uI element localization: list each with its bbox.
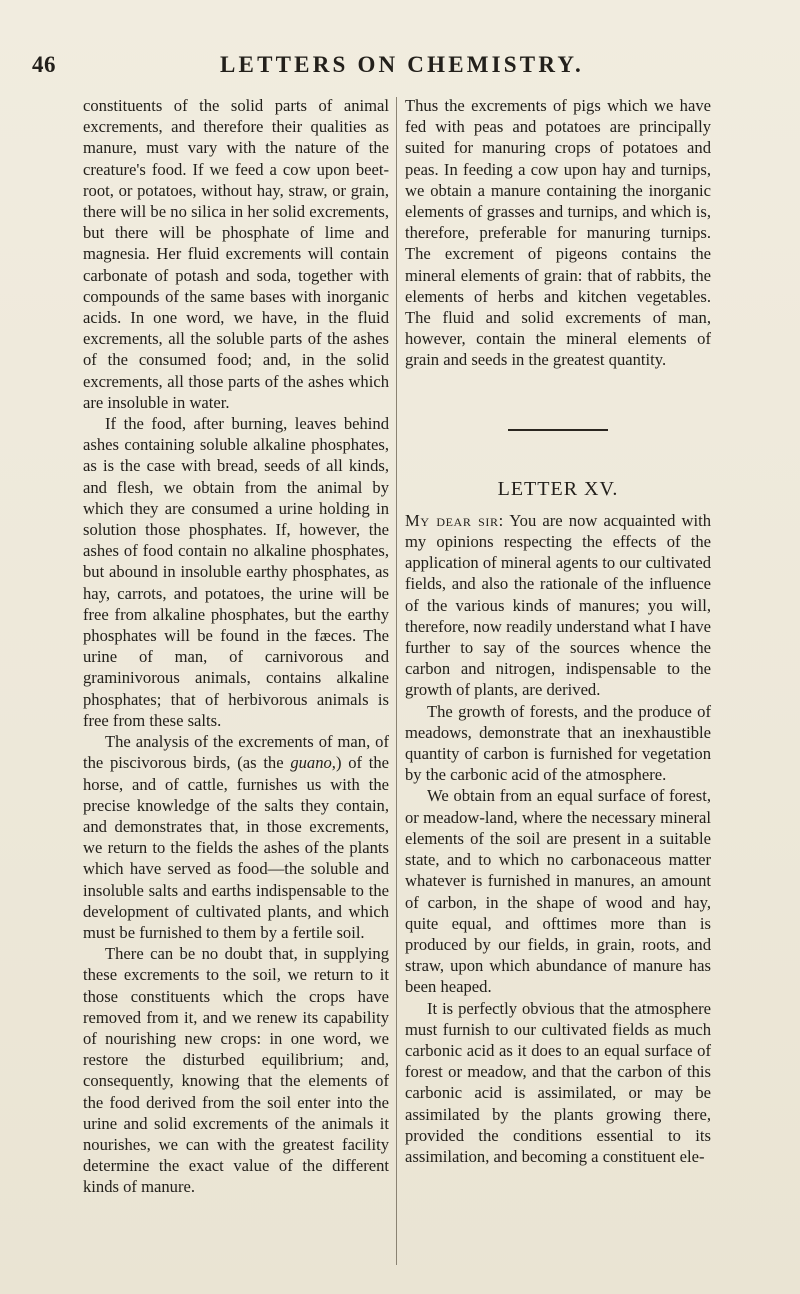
paragraph xyxy=(83,731,389,943)
letter-heading: LETTER XV. xyxy=(497,477,619,500)
text-run: ) of the horse, and of cattle, furnishes us with the precise knowledge of the salts they contain, and demonstrates that, in those excrements, we return to the fields the ashes of the plants which have served as food—the soluble and insoluble salts and earths indispensable to the development of cultivated plants, and which must be furnished to them by a fertile soil. xyxy=(83,753,390,942)
left-column xyxy=(83,95,389,1198)
right-column xyxy=(405,95,711,1167)
paragraph: If the food, after burning, leaves behind ashes containing soluble alkaline phosphates, as is the case with bread, seeds of all kinds, and flesh, we obtain from the animal by which they are consumed a urine holding in solution those phosphates. If, however, the ashes of food contain no alkaline phosphates, but abound in insoluble earthy phosphates, as hay, carrots, and potatoes, the urine will be free from alkaline phosphates, but the earthy phosphates will be found in the fæces. The urine of man, of carnivorous and graminivorous animals, contains alkaline phosphates; that of herbivorous animals is free from these salts. xyxy=(83,414,389,730)
paragraph: There can be no doubt that, in supplying these excrements to the soil, we return to it those constituents which the crops have removed from it, and we renew its capability of nourishing new crops: in one word, we restore the disturbed equilibrium; and, consequently, knowing that the elements of the food derived from the soil enter into the urine and solid excrements of the animals it nourishes, we can with the greatest facility determine the exact value of the different kinds of manure. xyxy=(83,944,389,1197)
italic-term: guano, xyxy=(290,753,336,773)
page-number: 46 xyxy=(32,52,56,77)
running-head xyxy=(32,52,772,82)
paragraph: constituents of the solid parts of animal excrements, and therefore their qualities as manure, must vary with the nature of the creature's food. If we feed a cow upon beet-root, or potatoes, without hay, straw, or grain, there will be no silica in her solid excrements, but there will be phosphate of lime and magnesia. Her fluid excrements will contain carbonate of potash and soda, together with compounds of the same bases with inorganic acids. In one word, we have, in the fluid excrements, all the soluble parts of the ashes of the consumed food; and, in the solid excrements, all those parts of the ashes which are insoluble in water. xyxy=(83,96,389,412)
paragraph: The growth of forests, and the produce of meadows, demonstrate that an inexhaustible quantity of carbon is furnished for vegetation by the carbonic acid of the atmosphere. xyxy=(405,701,711,785)
paragraph: We obtain from an equal surface of forest, or meadow-land, where the necessary mineral elements of the soil are present in a suitable state, and to which no carbonaceous matter whatever is furnished in manures, an amount of carbon, in the shape of wood and hay, quite equal, and ofttimes more than is produced by our fields, in grain, roots, and straw, upon which abundance of manure has been heaped. xyxy=(405,786,711,997)
text-run: The analysis of the excrements of man, of the piscivorous birds, (as the xyxy=(83,732,389,773)
text-run: You are now acquainted with my opinions respecting the effects of the application of mineral agents to our cultivated fields, and also the rationale of the influence of the various kinds of manures; you will, therefore, now readily understand what I have further to say of the sources whence the carbon and nitrogen, indispensable to the growth of plants, are derived. xyxy=(405,510,711,700)
paragraph: It is perfectly obvious that the atmosphere must furnish to our cultivated fields as much carbonic acid as it does to an equal surface of forest or meadow, and that the carbon of this carbonic acid is assimilated, or may be assimilated by the plants growing there, provided the conditions essential to its assimilation, and becoming a constituent ele- xyxy=(405,998,711,1166)
paragraph: Thus the excrements of pigs which we have fed with peas and potatoes are principally suited for manuring crops of potatoes and peas. In feeding a cow upon hay and turnips, we obtain a manure containing the inorganic elements of grasses and turnips, and which is, therefore, preferable for manuring turnips. The excrement of pigeons contains the mineral elements of grain: that of rabbits, the elements of herbs and kitchen vegetables. The fluid and solid excrements of man, however, contain the mineral elements of grain and seeds in the greatest quantity. xyxy=(405,96,711,370)
section-separator xyxy=(508,429,608,431)
salutation: My dear sir: xyxy=(405,510,504,530)
paragraph xyxy=(405,510,711,701)
column-divider xyxy=(396,97,397,1265)
running-title: LETTERS ON CHEMISTRY. xyxy=(220,52,584,77)
